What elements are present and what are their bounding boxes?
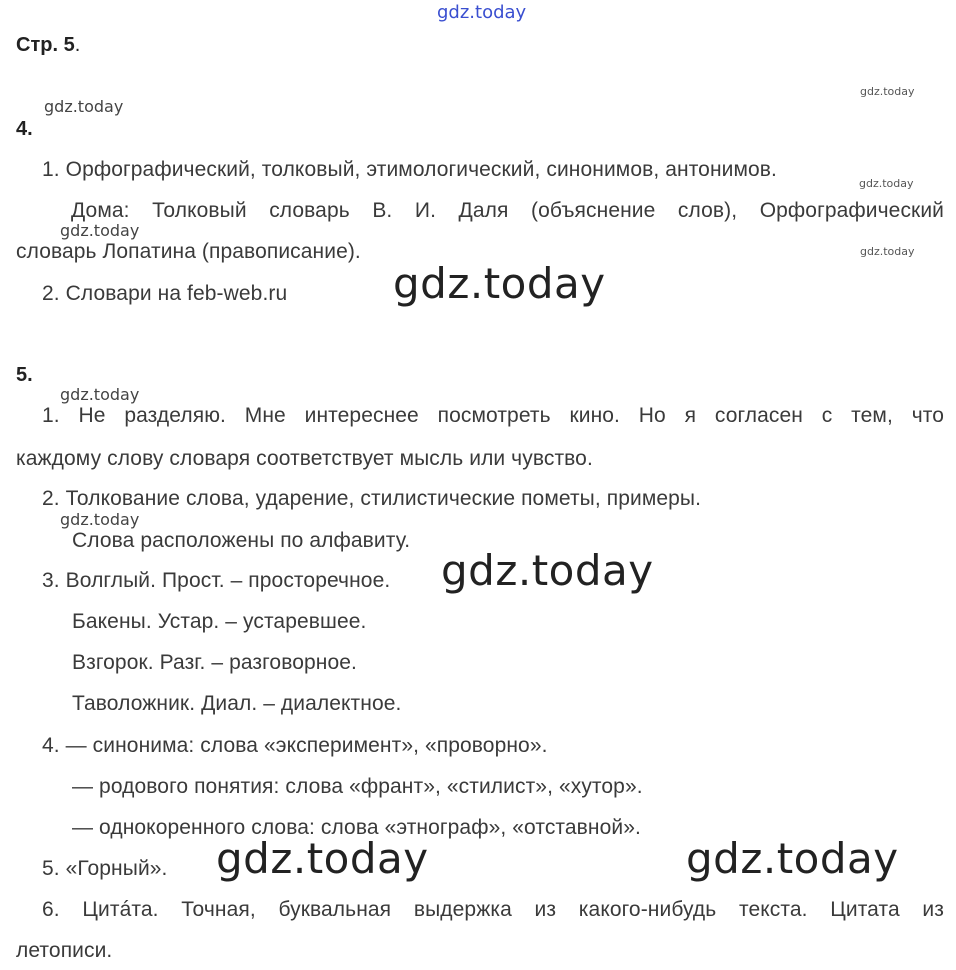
task4-home-line2: словарь Лопатина (правописание). [16, 240, 361, 263]
task5-item6-line1: 6. Цитáта. Точная, буквальная выдержка из какого-нибудь текста. Цитата из [42, 898, 944, 921]
task5-item3-c: Взгорок. Разг. – разговорное. [72, 651, 357, 674]
task5-item3-b: Бакены. Устар. – устаревшее. [72, 610, 367, 633]
task5-item3-d: Таволожник. Диал. – диалектное. [72, 692, 402, 715]
watermark-small-2: gdz.today [60, 221, 140, 240]
watermark-top: gdz.today [437, 2, 527, 23]
page-heading-dot: . [74, 34, 81, 56]
task5-item4-c: — однокоренного слова: слова «этнограф», «отставной». [72, 816, 641, 839]
watermark-large-3: gdz.today [216, 834, 429, 883]
task5-item2-sub: Слова расположены по алфавиту. [72, 529, 411, 552]
watermark-tiny-1: gdz.today [860, 85, 915, 98]
task4-item1: 1. Орфографический, толковый, этимологический, синонимов, антонимов. [42, 158, 777, 181]
task4-item2: 2. Словари на feb-web.ru [42, 282, 288, 305]
task5-item1-line1: 1. Не разделяю. Мне интереснее посмотреть кино. Но я согласен с тем, что [42, 404, 944, 427]
watermark-large-2: gdz.today [441, 546, 654, 595]
watermark-tiny-2: gdz.today [859, 177, 914, 190]
task5-item4: 4. — синонима: слова «эксперимент», «проворно». [42, 734, 548, 757]
watermark-tiny-3: gdz.today [860, 245, 915, 258]
watermark-small-4: gdz.today [60, 510, 140, 529]
task5-item3: 3. Волглый. Прост. – просторечное. [42, 569, 391, 592]
task5-item1-line2: каждому слову словаря соответствует мысль или чувство. [16, 447, 593, 470]
watermark-large-4: gdz.today [686, 834, 899, 883]
page-heading [16, 34, 80, 57]
task5-item2: 2. Толкование слова, ударение, стилистические пометы, примеры. [42, 487, 702, 510]
watermark-small-3: gdz.today [60, 385, 140, 404]
task5-number: 5. [16, 364, 33, 386]
task4-number: 4. [16, 118, 33, 140]
page-heading-text: Стр. 5 [16, 34, 75, 56]
task5-item6-line2: летописи. [16, 939, 113, 962]
task4-home-line1: Дома: Толковый словарь В. И. Даля (объяснение слов), Орфографический [71, 199, 944, 222]
task5-item5: 5. «Горный». [42, 857, 168, 880]
watermark-small-1: gdz.today [44, 97, 124, 116]
task5-item4-b: — родового понятия: слова «франт», «стилист», «хутор». [72, 775, 643, 798]
watermark-large-1: gdz.today [393, 259, 606, 308]
